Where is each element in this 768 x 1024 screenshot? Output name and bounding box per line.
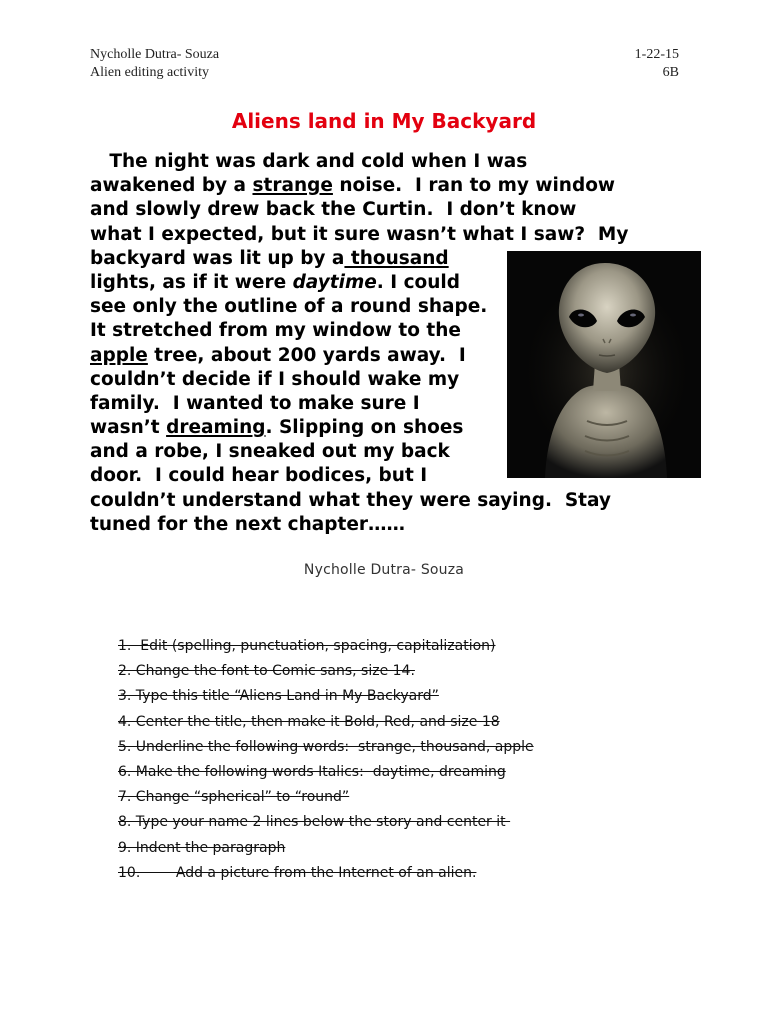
story-line bbox=[90, 150, 690, 174]
story-text: noise. I ran to my window bbox=[332, 175, 616, 197]
underlined-word: strange bbox=[252, 175, 333, 197]
story-text: The night was dark and cold when I was bbox=[90, 151, 528, 172]
story-text: see only the outline of a round shape. bbox=[90, 296, 488, 318]
story-text: backyard was lit up by a bbox=[90, 247, 345, 269]
instruction-item: 5. Underline the following words: strange, thousand, apple bbox=[118, 738, 534, 755]
story-text: tree, about 200 yards away. I bbox=[147, 344, 466, 366]
story-text: door. I could hear bodices, but I bbox=[90, 465, 428, 487]
activity-name: Alien editing activity bbox=[90, 65, 209, 80]
signature: Nycholle Dutra- Souza bbox=[303, 562, 465, 578]
instruction-item: 9. Indent the paragraph bbox=[118, 839, 286, 856]
story-line bbox=[90, 174, 690, 198]
instruction-item: 10. Add a picture from the Internet of an alien. bbox=[118, 864, 477, 881]
story-line bbox=[90, 223, 690, 247]
alien-illustration bbox=[507, 251, 701, 478]
story-text: lights, as if it were bbox=[90, 271, 293, 293]
instruction-item: 8. Type your name 2 lines below the story and center it bbox=[118, 814, 511, 831]
story-line bbox=[90, 198, 690, 222]
page-title: Aliens land in My Backyard bbox=[231, 109, 537, 133]
story-line bbox=[90, 489, 690, 513]
instruction-item: 2. Change the font to Comic sans, size 14. bbox=[118, 663, 415, 680]
story-text: It stretched from my window to the bbox=[90, 320, 461, 342]
story-text: and slowly drew back the Curtin. I don’t know bbox=[90, 199, 577, 221]
story-text: family. I wanted to make sure I bbox=[90, 392, 420, 414]
italic-word: daytime bbox=[292, 271, 377, 293]
story-text: awakened by a bbox=[90, 175, 253, 197]
class-name: 6B bbox=[662, 65, 679, 80]
author-name: Nycholle Dutra- Souza bbox=[90, 47, 220, 62]
story-text: couldn’t understand what they were saying. Stay bbox=[90, 489, 611, 511]
instruction-item: 6. Make the following words Italics: daytime, dreaming bbox=[118, 764, 506, 781]
story-text: what I expected, but it sure wasn’t what I saw? My bbox=[90, 223, 629, 245]
instruction-item: 1. Edit (spelling, punctuation, spacing, capitalization) bbox=[118, 638, 496, 654]
story-text: wasn’t bbox=[90, 417, 167, 439]
underlined-word: thousand bbox=[344, 247, 449, 269]
story-text: couldn’t decide if I should wake my bbox=[90, 368, 460, 390]
header-left bbox=[90, 46, 219, 82]
instruction-item: 7. Change “spherical” to “round” bbox=[118, 789, 350, 806]
story-line bbox=[90, 513, 690, 537]
header-right bbox=[560, 46, 679, 82]
story-text: tuned for the next chapter…… bbox=[90, 513, 406, 535]
story-text: and a robe, I sneaked out my back bbox=[90, 441, 450, 463]
story-text: . I could bbox=[376, 271, 461, 293]
underlined-word: dreaming bbox=[166, 417, 266, 439]
instruction-item: 3. Type this title “Aliens Land in My Backyard” bbox=[118, 688, 439, 705]
instruction-item: 4. Center the title, then make it Bold, Red, and size 18 bbox=[118, 713, 500, 730]
underlined-word: apple bbox=[90, 344, 148, 366]
story-text: . Slipping on shoes bbox=[265, 417, 464, 439]
date: 1-22-15 bbox=[634, 47, 679, 62]
alien-photo bbox=[507, 251, 701, 478]
instructions-list bbox=[118, 634, 678, 886]
